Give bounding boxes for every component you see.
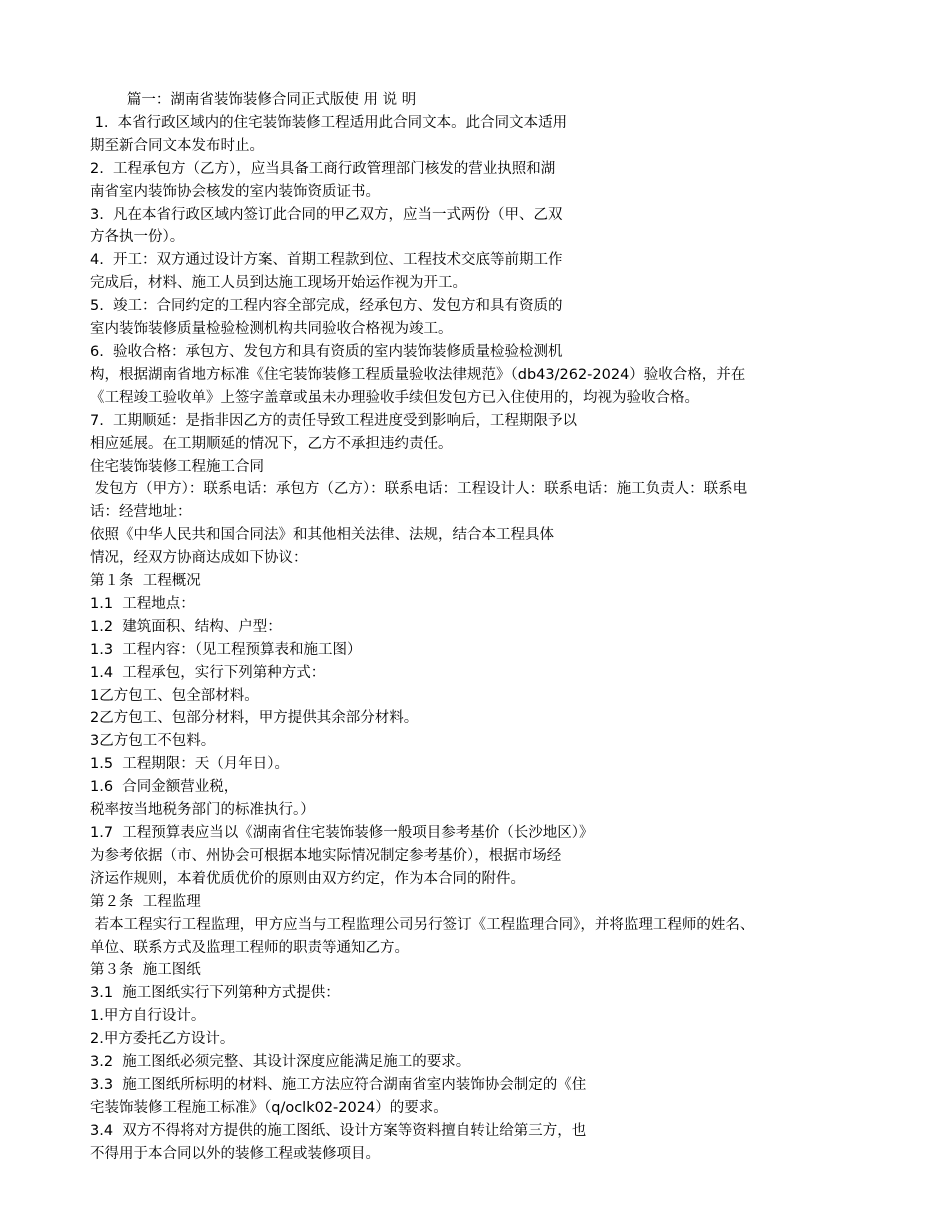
doc-line: 1乙方包工、包全部材料。	[90, 687, 259, 704]
doc-line: 2.甲方委托乙方设计。	[90, 1031, 235, 1048]
doc-line: 话：经营地址：	[90, 504, 192, 521]
doc-line: 不得用于本合同以外的装修工程或装修项目。	[90, 1145, 380, 1162]
doc-line: 3.4 双方不得将对方提供的施工图纸、设计方案等资料擅自转让给第三方，也	[90, 1122, 587, 1139]
doc-line: 1.4 工程承包，实行下列第种方式：	[90, 664, 326, 681]
doc-line: 完成后，材料、施工人员到达施工现场开始运作视为开工。	[90, 275, 467, 292]
doc-line: 相应延展。在工期顺延的情况下，乙方不承担违约责任。	[90, 435, 453, 452]
doc-line: 3乙方包工不包料。	[90, 733, 216, 750]
doc-line: 2乙方包工、包部分材料，甲方提供其余部分材料。	[90, 710, 419, 727]
doc-line: 期至新合同文本发布时止。	[90, 137, 264, 154]
doc-line: 宅装饰装修工程施工标准》（q/oclk02-2024）的要求。	[90, 1099, 448, 1116]
article-heading: 第３条 施工图纸	[90, 962, 201, 979]
doc-line: 1.3 工程内容：（见工程预算表和施工图）	[90, 641, 362, 658]
doc-line: 1.6 合同金额营业税，	[90, 779, 239, 796]
doc-line: 《工程竣工验收单》上签字盖章或虽未办理验收手续但发包方已入住使用的，均视为验收合格。	[90, 389, 699, 406]
doc-line: 1.1 工程地点：	[90, 595, 195, 612]
doc-line: 发包方（甲方）：联系电话：承包方（乙方）：联系电话：工程设计人：联系电话：施工负责人：联系电	[90, 481, 748, 498]
doc-line: 3.1 施工图纸实行下列第种方式提供：	[90, 985, 340, 1002]
doc-line: 3.2 施工图纸必须完整、其设计深度应能满足施工的要求。	[90, 1054, 471, 1071]
doc-line: 1. 本省行政区域内的住宅装饰装修工程适用此合同文本。此合同文本适用	[90, 114, 568, 131]
doc-line: 6. 验收合格：承包方、发包方和具有资质的室内装饰装修质量检验检测机	[90, 343, 563, 360]
doc-line: 1.7 工程预算表应当以《湖南省住宅装饰装修一般项目参考基价（长沙地区）》	[90, 825, 594, 841]
doc-line: 情况，经双方协商达成如下协议：	[90, 550, 308, 567]
doc-line: 3. 凡在本省行政区域内签订此合同的甲乙双方，应当一式两份（甲、乙双	[90, 206, 563, 223]
doc-line: 南省室内装饰协会核发的室内装饰资质证书。	[90, 183, 380, 200]
doc-line: 7. 工期顺延：是指非因乙方的责任导致工程进度受到影响后，工程期限予以	[90, 412, 578, 429]
doc-heading: 篇一：湖南省装饰装修合同正式版使 用 说 明	[90, 92, 417, 108]
contract-title: 住宅装饰装修工程施工合同	[90, 458, 264, 475]
doc-line: 依照《中华人民共和国合同法》和其他相关法律、法规，结合本工程具体	[90, 527, 554, 544]
doc-line: 4. 开工：双方通过设计方案、首期工程款到位、工程技术交底等前期工作	[90, 252, 563, 269]
doc-line: 若本工程实行工程监理，甲方应当与工程监理公司另行签订《工程监理合同》，并将监理工程师的姓名、	[90, 916, 755, 933]
doc-line: 3.3 施工图纸所标明的材料、施工方法应符合湖南省室内装饰协会制定的《住	[90, 1076, 587, 1093]
doc-line: 单位、联系方式及监理工程师的职责等通知乙方。	[90, 939, 409, 956]
article-heading: 第１条 工程概况	[90, 573, 201, 590]
doc-line: 2. 工程承包方（乙方），应当具备工商行政管理部门核发的营业执照和湖	[90, 160, 556, 177]
doc-line: 1.甲方自行设计。	[90, 1008, 206, 1025]
doc-line: 室内装饰装修质量检验检测机构共同验收合格视为竣工。	[90, 321, 453, 338]
doc-line: 济运作规则，本着优质优价的原则由双方约定，作为本合同的附件。	[90, 870, 525, 887]
document-body	[90, 89, 860, 1166]
doc-line: 1.5 工程期限：天（月年日）。	[90, 756, 290, 773]
doc-line: 为参考依据（市、州协会可根据本地实际情况制定参考基价），根据市场经	[90, 847, 562, 864]
doc-line: 方各执一份）。	[90, 229, 185, 246]
article-heading: 第２条 工程监理	[90, 893, 201, 910]
doc-line: 税率按当地税务部门的标准执行。）	[90, 802, 315, 819]
doc-line: 5. 竣工：合同约定的工程内容全部完成，经承包方、发包方和具有资质的	[90, 298, 563, 315]
doc-line: 1.2 建筑面积、结构、户型：	[90, 618, 282, 635]
doc-line: 构，根据湖南省地方标准《住宅装饰装修工程质量验收法律规范》（db43/262-2024）验收合格，并在	[90, 366, 746, 383]
